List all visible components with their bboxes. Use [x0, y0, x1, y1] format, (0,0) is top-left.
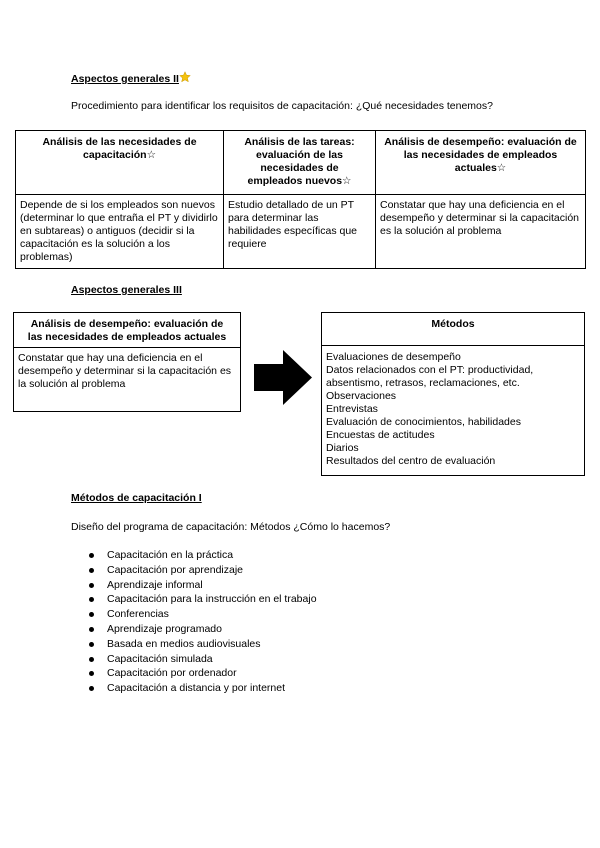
performance-analysis-title: Análisis de desempeño: evaluación de las necesidades de empleados actuales	[14, 313, 240, 348]
methods-box	[321, 312, 585, 476]
list-item-label: Capacitación a distancia y por internet	[107, 682, 286, 695]
table-row	[16, 195, 586, 269]
list-item	[89, 563, 317, 578]
bullet-icon	[89, 612, 94, 617]
list-item-label: Capacitación para la instrucción en el trabajo	[107, 593, 317, 606]
list-item-label: Conferencias	[107, 608, 169, 621]
list-item: Entrevistas	[326, 403, 378, 415]
table-cell: Estudio detallado de un PT para determinar las habilidades específicas que requiere	[224, 195, 376, 269]
list-item-label: Capacitación en la práctica	[107, 549, 234, 561]
bullet-icon	[89, 642, 94, 647]
list-item-label: Basada en medios audiovisuales	[107, 637, 261, 650]
methods-intro-paragraph: Diseño del programa de capacitación: Métodos ¿Cómo lo hacemos?	[71, 521, 391, 533]
bullet-icon	[89, 627, 94, 632]
bullet-icon	[89, 597, 94, 602]
star-icon	[179, 71, 191, 83]
methods-list	[322, 346, 584, 468]
table-cell: Constatar que hay una deficiencia en el desempeño y determinar si la capacitación es la solución al problema	[376, 195, 586, 269]
list-item	[89, 681, 317, 696]
list-item	[89, 622, 317, 637]
arrow-right-icon	[254, 350, 312, 405]
table-cell: Depende de si los empleados son nuevos (determinar lo que entraña el PT y dividirlo en subtareas) o antiguos (decidir si la capacitación es la solución a los problemas)	[16, 195, 224, 269]
bullet-icon	[89, 568, 94, 573]
list-item: absentismo, retrasos, reclamaciones, etc.	[326, 377, 520, 389]
section-heading-aspectos-iii: Aspectos generales III	[71, 284, 182, 296]
bullet-icon	[89, 657, 94, 662]
list-item: Diarios	[326, 442, 359, 454]
list-item: Resultados del centro de evaluación	[326, 455, 496, 467]
performance-analysis-body: Constatar que hay una deficiencia en el desempeño y determinar si la capacitación es la solución al problema	[18, 352, 232, 390]
list-item	[89, 592, 317, 607]
list-item	[89, 666, 317, 681]
needs-analysis-table	[15, 130, 586, 269]
bullet-icon	[89, 583, 94, 588]
list-item-label: Capacitación simulada	[107, 652, 213, 665]
list-item	[89, 607, 317, 622]
list-item: Encuestas de actitudes	[326, 429, 435, 441]
list-item-label: Aprendizaje informal	[107, 578, 203, 591]
list-item	[89, 578, 317, 593]
table-header: Análisis de las tareas: evaluación de las necesidades de empleados nuevos☆	[224, 131, 376, 195]
intro-paragraph: Procedimiento para identificar los requisitos de capacitación: ¿Qué necesidades tenemos?	[71, 100, 493, 112]
table-header-row	[16, 131, 586, 195]
section-heading-metodos-i: Métodos de capacitación I	[71, 492, 202, 504]
section-heading-aspectos-ii	[71, 71, 191, 85]
methods-title: Métodos	[322, 313, 584, 346]
bullet-icon	[89, 686, 94, 691]
list-item-label: Aprendizaje programado	[107, 622, 222, 635]
list-item-label: Capacitación por aprendizaje	[107, 563, 244, 576]
table-header: Análisis de desempeño: evaluación de las necesidades de empleados actuales☆	[376, 131, 586, 195]
bullet-icon	[89, 671, 94, 676]
section-heading-text: Aspectos generales II	[71, 73, 179, 85]
list-item: Evaluaciones de desempeño	[326, 351, 461, 363]
table-header: Análisis de las necesidades de capacitación☆	[16, 131, 224, 195]
list-item-label: Capacitación por ordenador	[107, 667, 237, 680]
list-item	[89, 637, 317, 652]
list-item: Evaluación de conocimientos, habilidades	[326, 416, 521, 428]
list-item	[89, 548, 317, 563]
list-item: Datos relacionados con el PT: productividad,	[326, 364, 534, 376]
list-item	[89, 652, 317, 667]
training-methods-list	[89, 548, 317, 696]
performance-analysis-box	[13, 312, 241, 412]
bullet-icon	[89, 553, 94, 558]
list-item: Observaciones	[326, 390, 397, 402]
